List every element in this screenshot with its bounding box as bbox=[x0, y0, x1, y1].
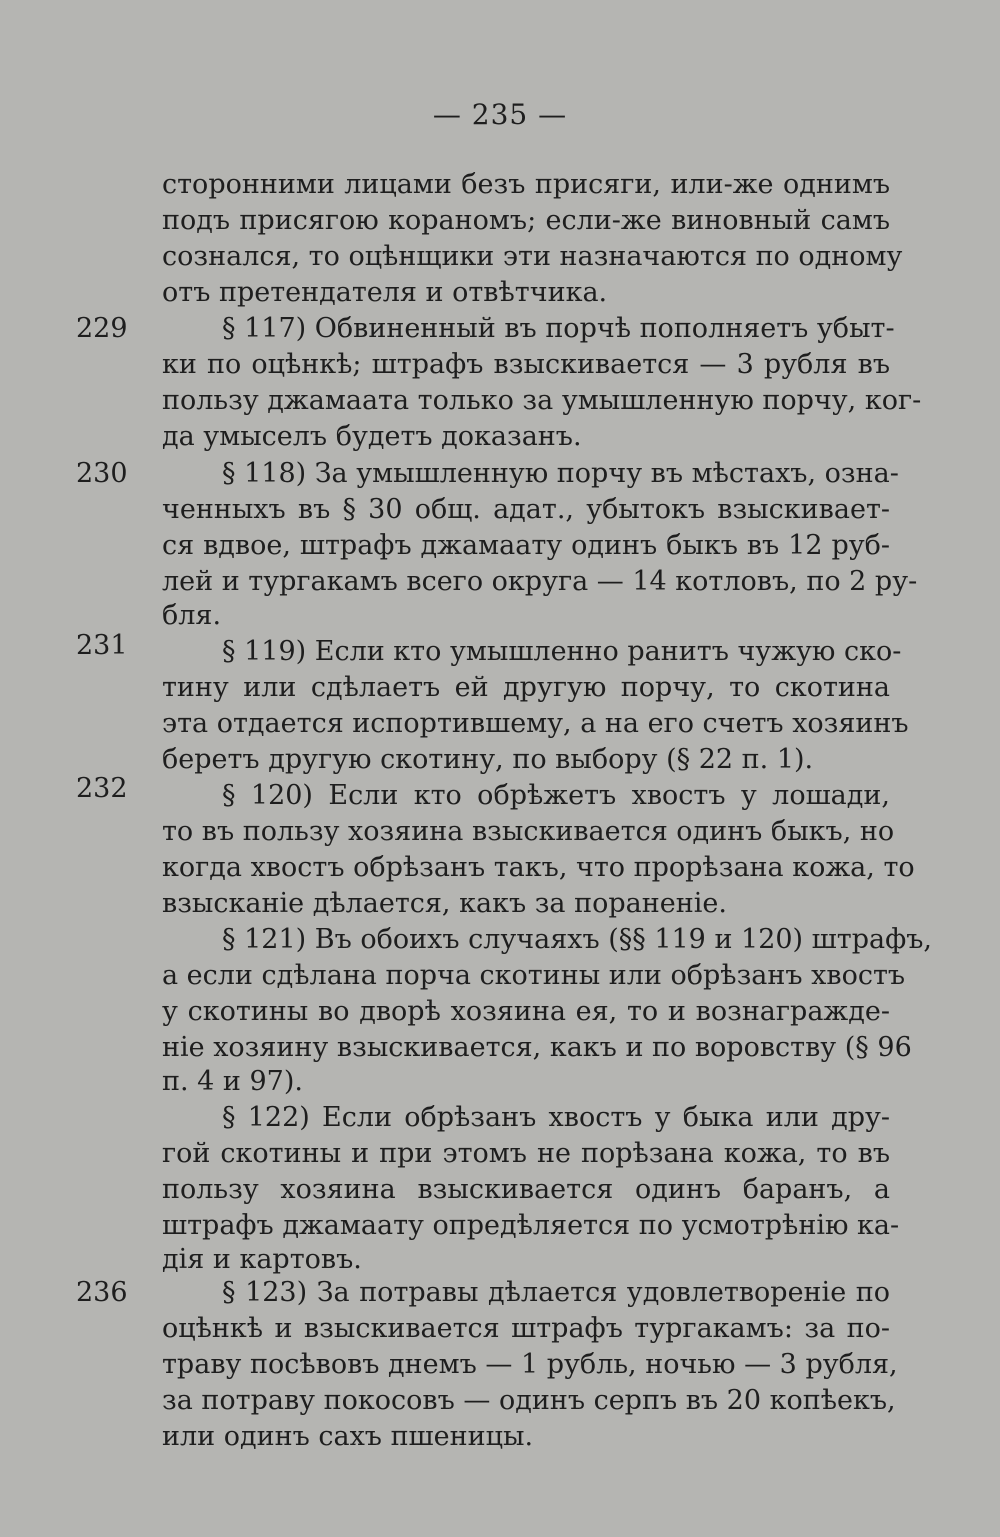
paragraph-start-line: § 120) Если кто обрѣжетъ хвостъ у лошади, bbox=[222, 780, 890, 811]
paragraph-start-line: § 119) Если кто умышленно ранитъ чужую ско- bbox=[222, 636, 902, 667]
paragraph-start-line: § 123) За потравы дѣлается удовлетвореніе по bbox=[222, 1277, 890, 1308]
text-line: или одинъ сахъ пшеницы. bbox=[162, 1421, 534, 1452]
text-line: эта отдается испортившему, а на его счетъ хозяинъ bbox=[162, 708, 909, 739]
text-line: подъ присягою кораномъ; если-же виновный самъ bbox=[162, 205, 890, 236]
text-line: то въ пользу хозяина взыскивается одинъ быкъ, но bbox=[162, 816, 895, 847]
text-line: бля. bbox=[162, 600, 222, 631]
text-line: за потраву покосовъ — одинъ серпъ въ 20 копѣекъ, bbox=[162, 1385, 896, 1416]
text-line: взысканіе дѣлается, какъ за пораненіе. bbox=[162, 888, 727, 919]
text-line: траву посѣвовъ днемъ — 1 рубль, ночью — 3 рубля, bbox=[162, 1349, 898, 1380]
margin-number: 236 bbox=[76, 1277, 128, 1308]
margin-number: 229 bbox=[76, 313, 128, 344]
text-line: тину или сдѣлаетъ ей другую порчу, то скотина bbox=[162, 672, 890, 703]
text-line: отъ претендателя и отвѣтчика. bbox=[162, 277, 608, 308]
paragraph-start-line: § 117) Обвиненный въ порчѣ пополняетъ убыт- bbox=[222, 313, 895, 344]
margin-number: 230 bbox=[76, 458, 128, 489]
text-line: беретъ другую скотину, по выбору (§ 22 п. 1). bbox=[162, 744, 814, 775]
text-line: штрафъ джамаату опредѣляется по усмотрѣнію ка- bbox=[162, 1210, 900, 1241]
text-line: дія и картовъ. bbox=[162, 1244, 362, 1275]
text-line: ніе хозяину взыскивается, какъ и по воровству (§ 96 bbox=[162, 1032, 912, 1063]
text-line: оцѣнкѣ и взыскивается штрафъ тургакамъ: за по- bbox=[162, 1313, 890, 1344]
text-line: ки по оцѣнкѣ; штрафъ взыскивается — 3 рубля въ bbox=[162, 349, 890, 380]
text-line: ся вдвое, штрафъ джамаату одинъ быкъ въ 12 руб- bbox=[162, 530, 890, 561]
text-line: когда хвостъ обрѣзанъ такъ, что прорѣзана кожа, то bbox=[162, 852, 915, 883]
text-line: п. 4 и 97). bbox=[162, 1066, 303, 1097]
page-number: — 235 — bbox=[432, 98, 568, 131]
text-line: сознался, то оцѣнщики эти назначаются по одному bbox=[162, 241, 903, 272]
paragraph-start-line: § 118) За умышленную порчу въ мѣстахъ, озна- bbox=[222, 458, 899, 489]
paragraph-start-line: § 121) Въ обоихъ случаяхъ (§§ 119 и 120) штрафъ, bbox=[222, 924, 932, 955]
text-line: пользу джамаата только за умышленную порчу, ког- bbox=[162, 385, 922, 416]
text-line: у скотины во дворѣ хозяина ея, то и вознагражде- bbox=[162, 996, 890, 1027]
paragraph-start-line: § 122) Если обрѣзанъ хвостъ у быка или дру- bbox=[222, 1102, 890, 1133]
margin-number: 231 bbox=[76, 630, 128, 661]
text-line: лей и тургакамъ всего округа — 14 котловъ, по 2 ру- bbox=[162, 566, 918, 597]
text-line: да умыселъ будетъ доказанъ. bbox=[162, 421, 582, 452]
text-line: сторонними лицами безъ присяги, или-же однимъ bbox=[162, 169, 890, 200]
text-line: пользу хозяина взыскивается одинъ баранъ, а bbox=[162, 1174, 890, 1205]
text-line: а если сдѣлана порча скотины или обрѣзанъ хвостъ bbox=[162, 960, 906, 991]
text-line: ченныхъ въ § 30 общ. адат., убытокъ взыскивает- bbox=[162, 494, 890, 525]
text-line: гой скотины и при этомъ не порѣзана кожа, то въ bbox=[162, 1138, 890, 1169]
margin-number: 232 bbox=[76, 773, 128, 804]
